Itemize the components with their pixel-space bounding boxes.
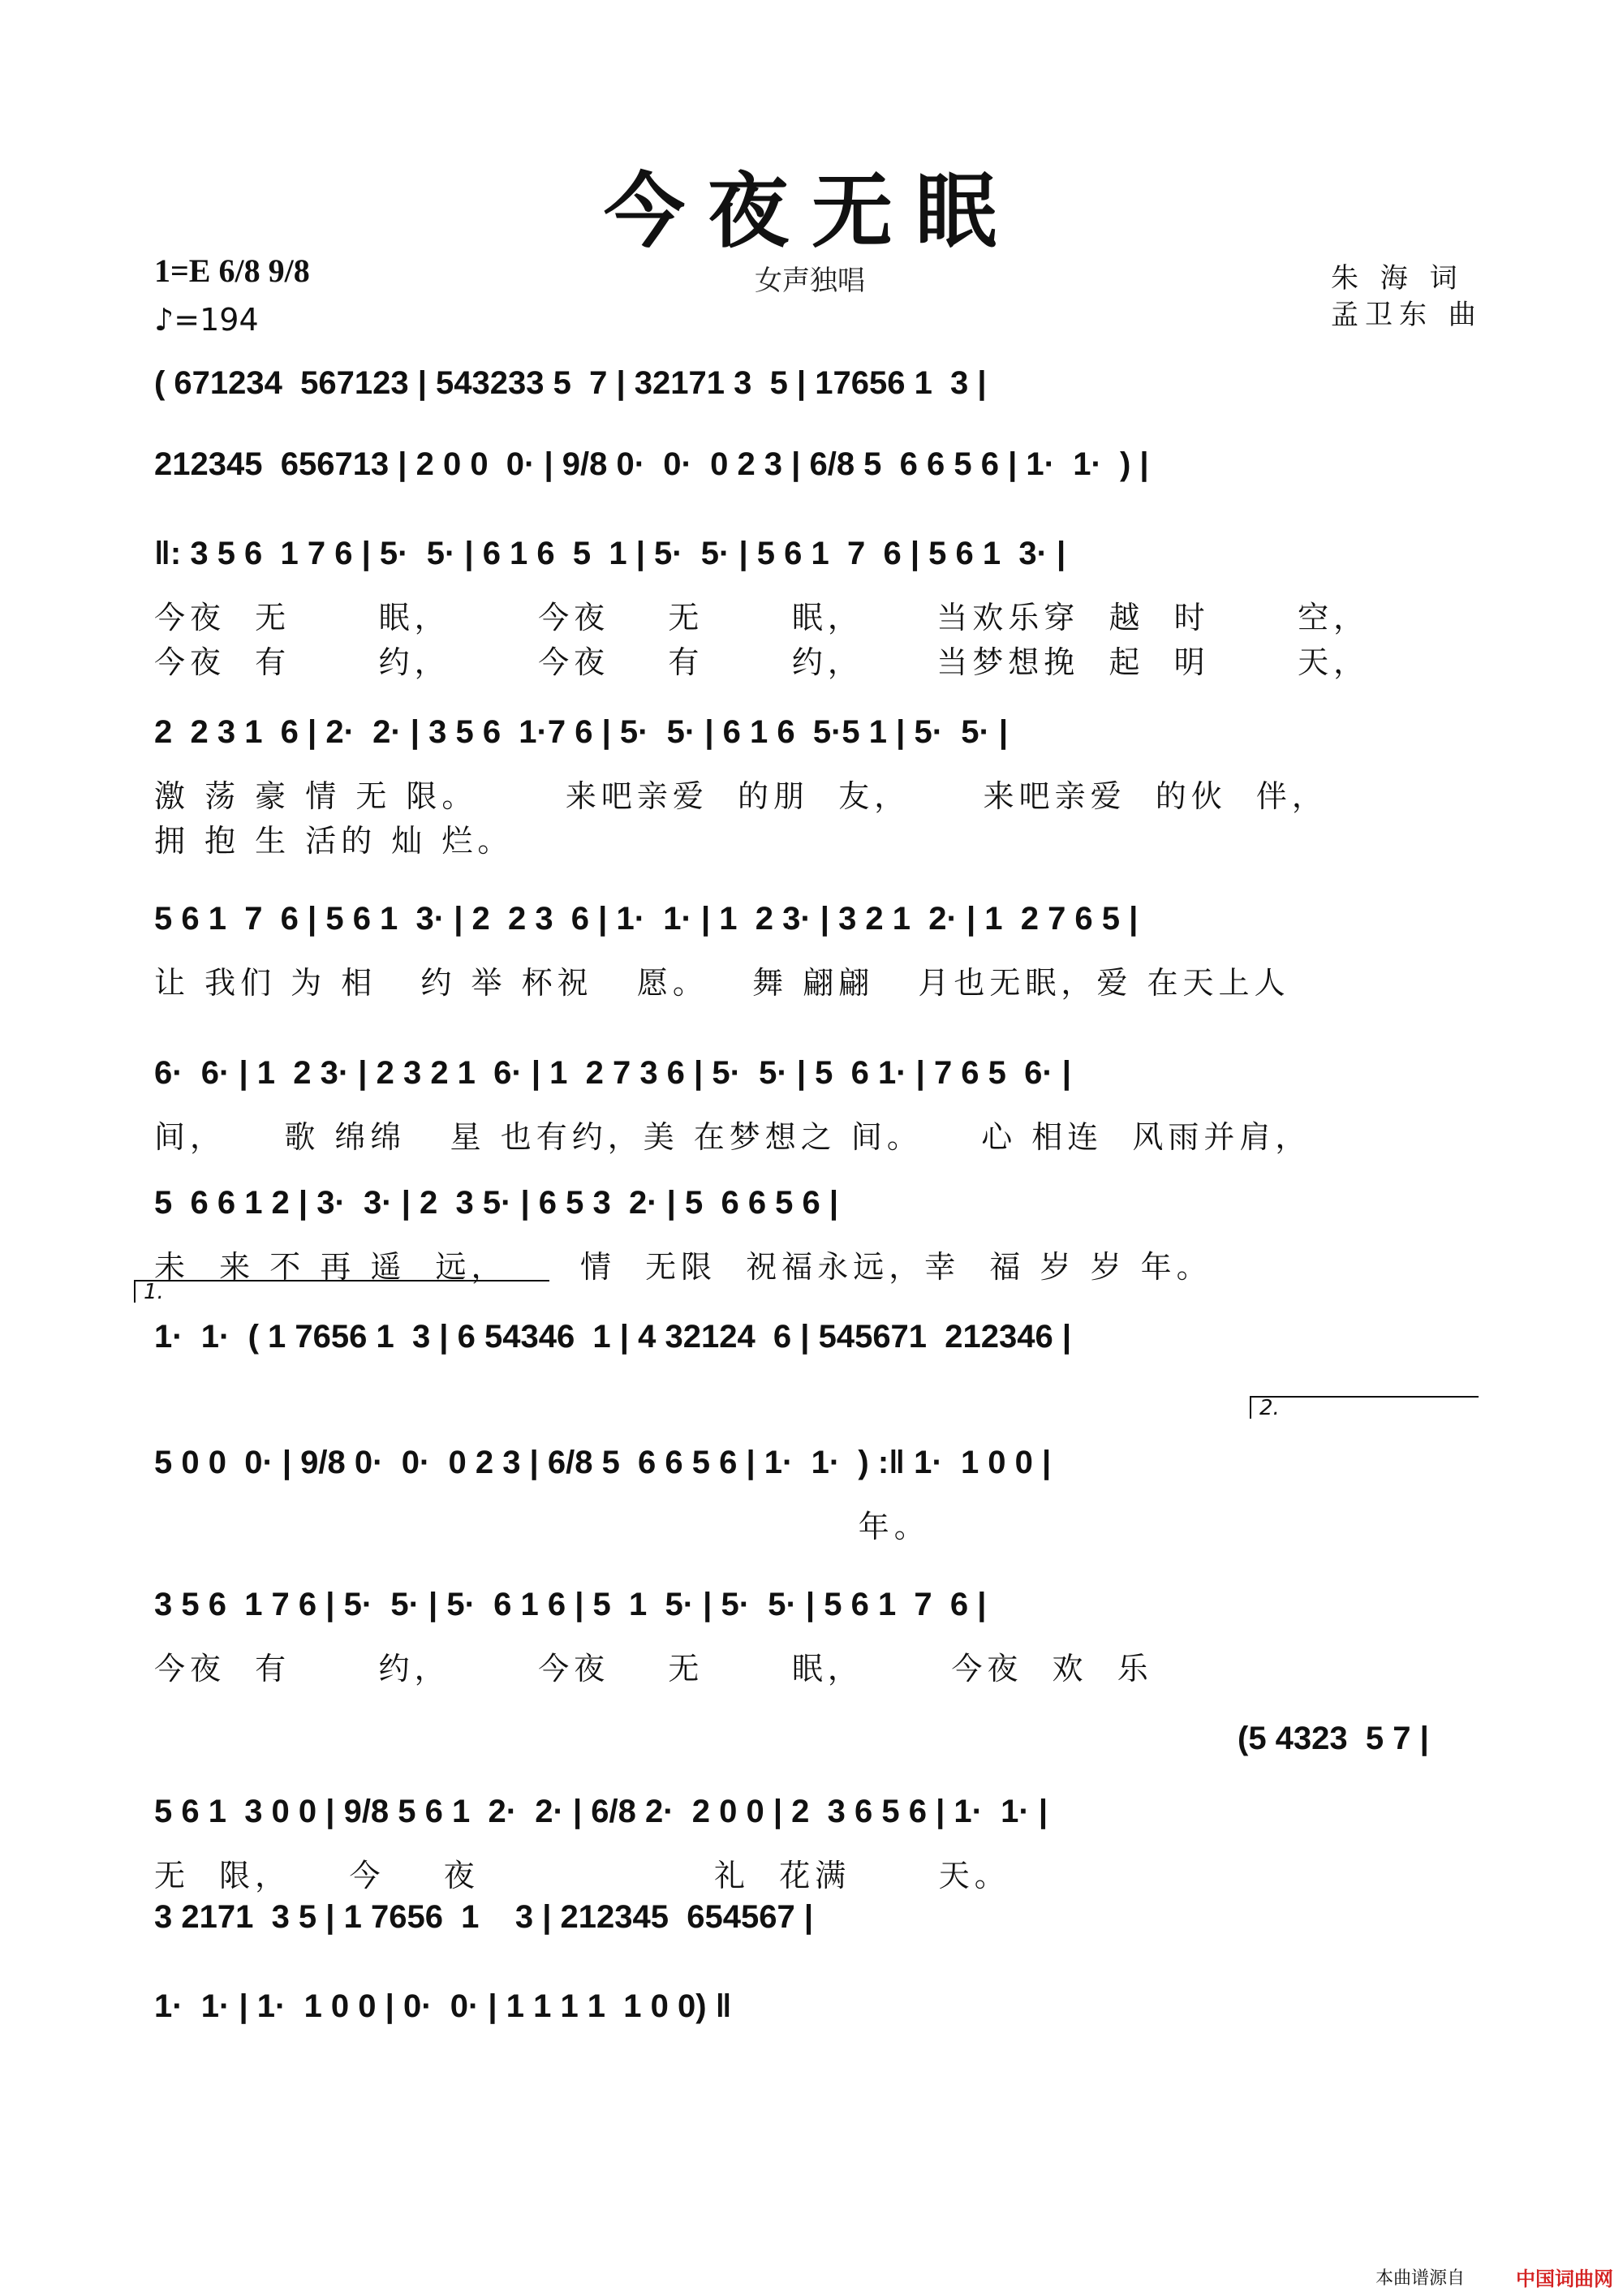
notation-line: 1· 1· | 1· 1 0 0 | 0· 0· | 1 1 1 1 1 0 0) ‖ (154, 1988, 732, 2024)
lyric-line: 今夜 有 约， 今夜 无 眠， 今夜 欢 乐 (154, 1651, 1153, 1686)
score-title: 今夜无眠 (604, 163, 1019, 259)
lyric-line: 激 荡 豪 情 无 限。 来吧亲爱 的朋 友， 来吧亲爱 的伙 伴， (154, 778, 1328, 814)
notation-line: 3 5 6 1 7 6 | 5· 5· | 5· 6 1 6 | 5 1 5· | 5· 5· | 5 6 1 7 6 | (154, 1587, 987, 1622)
notation-line: 3 2171 3 5 | 1 7656 1 3 | 212345 654567 | (154, 1899, 814, 1935)
site-watermark: 中国词曲网 (1516, 2268, 1613, 2290)
key-signature: 1=E 6/8 9/8 (154, 252, 310, 289)
notation-line: 212345 656713 | 2 0 0 0· | 9/8 0· 0· 0 2 3 | 6/8 5 6 6 5 6 | 1· 1· ) | (154, 446, 1149, 482)
notation-line: ‖: 3 5 6 1 7 6 | 5· 5· | 6 1 6 5 1 | 5· 5· | 5 6 1 7 6 | 5 6 1 3· | (154, 536, 1066, 571)
lyric-line: 未 来 不 再 遥 远， 情 无限 祝福永远，幸 福 岁 岁 年。 (154, 1249, 1212, 1285)
lyric-line: 让 我们 为 相 约 举 杯祝 愿。 舞 翩翩 月也无眠，爱 在天上人 (154, 965, 1290, 1001)
composer-credit: 孟卫东 曲 (1331, 299, 1483, 331)
notation-line: 5 6 6 1 2 | 3· 3· | 2 3 5· | 6 5 3 2· | 5 6 6 5 6 | (154, 1185, 839, 1221)
source-label: 本曲谱源自 (1375, 2268, 1466, 2289)
performance-type: 女声独唱 (755, 265, 865, 297)
notation-line: 5 6 1 3 0 0 | 9/8 5 6 1 2· 2· | 6/8 2· 2 0 0 | 2 3 6 5 6 | 1· 1· | (154, 1794, 1048, 1829)
lyric-line: 今夜 有 约， 今夜 有 约， 当梦想挽 起 明 天， (154, 644, 1370, 680)
volta-number: 2. (1259, 1396, 1280, 1420)
lyric-line: 拥 抱 生 活的 灿 烂。 (154, 823, 514, 859)
lyric-line: 年。 (154, 1509, 930, 1544)
notation-line: 5 0 0 0· | 9/8 0· 0· 0 2 3 | 6/8 5 6 6 5 6 | 1· 1· ) :‖ 1· 1 0 0 | (154, 1445, 1052, 1480)
lyric-line: 间， 歌 绵绵 星 也有约，美 在梦想之 间。 心 相连 风雨并肩， (154, 1119, 1311, 1155)
volta-bracket (134, 1280, 549, 1303)
lyric-line: 今夜 无 眠， 今夜 无 眠， 当欢乐穿 越 时 空， (154, 600, 1370, 635)
lyricist-credit: 朱 海 词 (1331, 262, 1464, 295)
notation-line: 2 2 3 1 6 | 2· 2· | 3 5 6 1·7 6 | 5· 5· | 6 1 6 5·5 1 | 5· 5· | (154, 714, 1009, 750)
volta-number: 1. (144, 1280, 164, 1304)
volta-bracket (1250, 1396, 1479, 1419)
notation-line: ( 671234 567123 | 543233 5 7 | 32171 3 5 | 17656 1 3 | (154, 365, 987, 401)
notation-line: 5 6 1 7 6 | 5 6 1 3· | 2 2 3 6 | 1· 1· | 1 2 3· | 3 2 1 2· | 1 2 7 6 5 | (154, 901, 1139, 937)
tempo-marking: ♪=194 (154, 302, 259, 338)
lyric-line: 无 限， 今 夜 礼 花满 天。 (154, 1858, 1010, 1893)
notation-line: 6· 6· | 1 2 3· | 2 3 2 1 6· | 1 2 7 3 6 | 5· 5· | 5 6 1· | 7 6 5 6· | (154, 1055, 1071, 1091)
notation-line: (5 4323 5 7 | (1238, 1721, 1429, 1756)
notation-line: 1· 1· ( 1 7656 1 3 | 6 54346 1 | 4 32124 6 | 545671 212346 | (154, 1319, 1072, 1355)
